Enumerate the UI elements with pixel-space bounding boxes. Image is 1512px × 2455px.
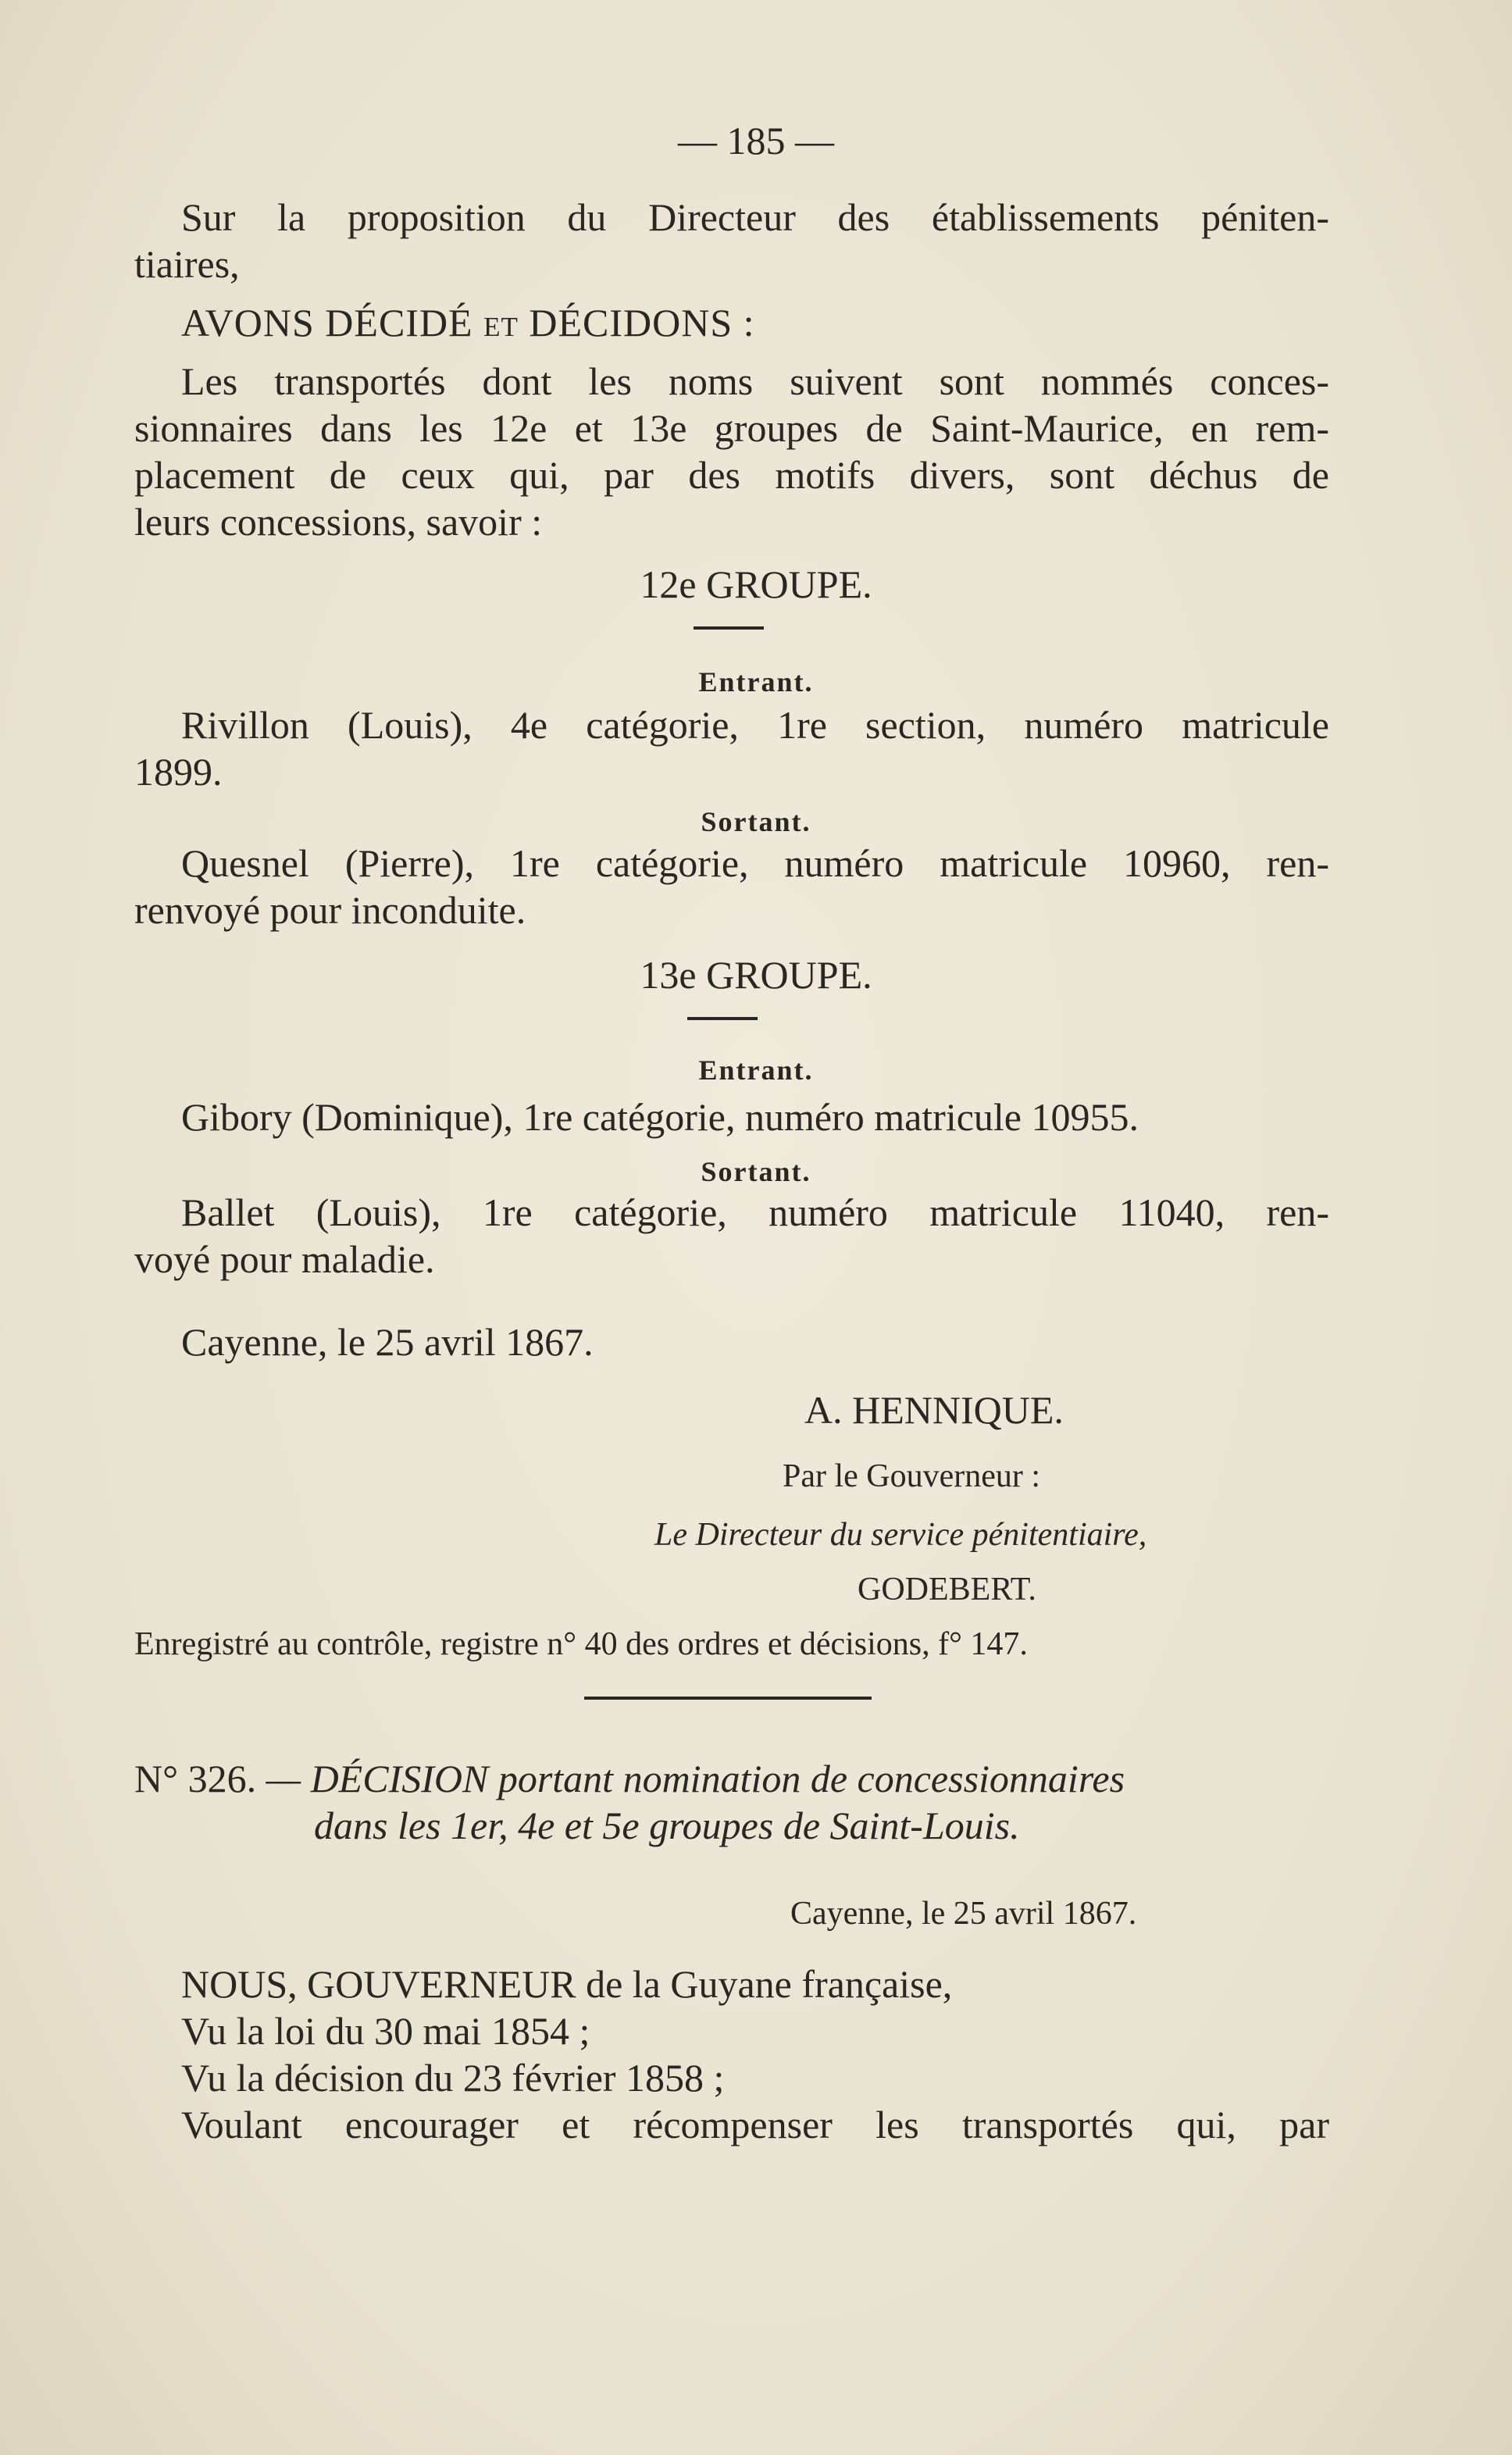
- text-line: renvoyé pour inconduite.: [134, 888, 526, 932]
- decision-title: — DÉCISION portant nomination de concessionnaires: [266, 1757, 1125, 1800]
- text-line: leurs concessions, savoir :: [134, 500, 543, 544]
- g12-sortant-entry: [134, 840, 1329, 933]
- decision-number: N° 326.: [134, 1757, 257, 1800]
- directeur-title: Le Directeur du service pénitentiaire,: [654, 1517, 1147, 1553]
- text-line: Les transportés dont les noms suivent sont nommés conces-: [181, 359, 1329, 403]
- text-line: tiaires,: [134, 242, 240, 286]
- decision-title-line: dans les 1er, 4e et 5e groupes de Saint-Louis.: [314, 1804, 1020, 1847]
- decision-formula: [134, 299, 1329, 346]
- decide-line: AVONS DÉCIDÉ et DÉCIDONS :: [181, 301, 755, 344]
- text-line: Rivillon (Louis), 4e catégorie, 1re section, numéro matricule: [181, 703, 1329, 747]
- par-gouverneur: Par le Gouverneur :: [783, 1458, 1041, 1494]
- godebert-signature: GODEBERT.: [858, 1572, 1036, 1608]
- divider: [687, 1017, 758, 1020]
- group-13-heading: 13e GROUPE.: [640, 953, 872, 997]
- divider: [694, 626, 764, 630]
- section-divider: [584, 1697, 872, 1700]
- entrant-label: Entrant.: [698, 666, 814, 698]
- text-line: Quesnel (Pierre), 1re catégorie, numéro matricule 10960, ren-: [181, 841, 1329, 885]
- date-line: Cayenne, le 25 avril 1867.: [181, 1320, 594, 1364]
- page-number: — 185 —: [678, 119, 834, 162]
- text-line: NOUS, GOUVERNEUR de la Guyane française,: [181, 1962, 953, 2006]
- text-line: Voulant encourager et récompenser les transportés qui, par: [181, 2103, 1329, 2146]
- entrant-label: Entrant.: [698, 1054, 814, 1086]
- text-line: voyé pour maladie.: [134, 1237, 435, 1281]
- g13-sortant-entry: [134, 1189, 1329, 1283]
- registration-note: Enregistré au contrôle, registre n° 40 des ordres et décisions, f° 147.: [134, 1626, 1028, 1662]
- intro-paragraph: [134, 194, 1329, 287]
- text-line: 1899.: [134, 750, 223, 794]
- signature-name: A. HENNIQUE.: [804, 1388, 1064, 1432]
- sortant-label: Sortant.: [701, 806, 811, 837]
- decision-heading: [134, 1755, 1329, 1849]
- group-12-heading: 12e GROUPE.: [640, 562, 872, 606]
- text-line: Sur la proposition du Directeur des établissements péniten-: [181, 195, 1329, 239]
- g12-entrant-entry: [134, 701, 1329, 795]
- preamble: [134, 1961, 1329, 2148]
- g13-entrant-entry: [134, 1094, 1329, 1140]
- text-line: Vu la décision du 23 février 1858 ;: [181, 2056, 725, 2100]
- decision-title-line: [134, 1755, 1329, 1802]
- text-line: Vu la loi du 30 mai 1854 ;: [181, 2009, 590, 2053]
- main-paragraph: [134, 358, 1329, 545]
- sortant-label: Sortant.: [701, 1156, 811, 1187]
- text-line: sionnaires dans les 12e et 13e groupes de Saint-Maurice, en rem-: [134, 406, 1329, 450]
- text-line: placement de ceux qui, par des motifs divers, sont déchus de: [134, 453, 1329, 497]
- text-line: Gibory (Dominique), 1re catégorie, numéro matricule 10955.: [181, 1095, 1139, 1139]
- text-line: Ballet (Louis), 1re catégorie, numéro matricule 11040, ren-: [181, 1190, 1329, 1234]
- place-date: [134, 1318, 1329, 1365]
- decision-date: Cayenne, le 25 avril 1867.: [790, 1896, 1137, 1932]
